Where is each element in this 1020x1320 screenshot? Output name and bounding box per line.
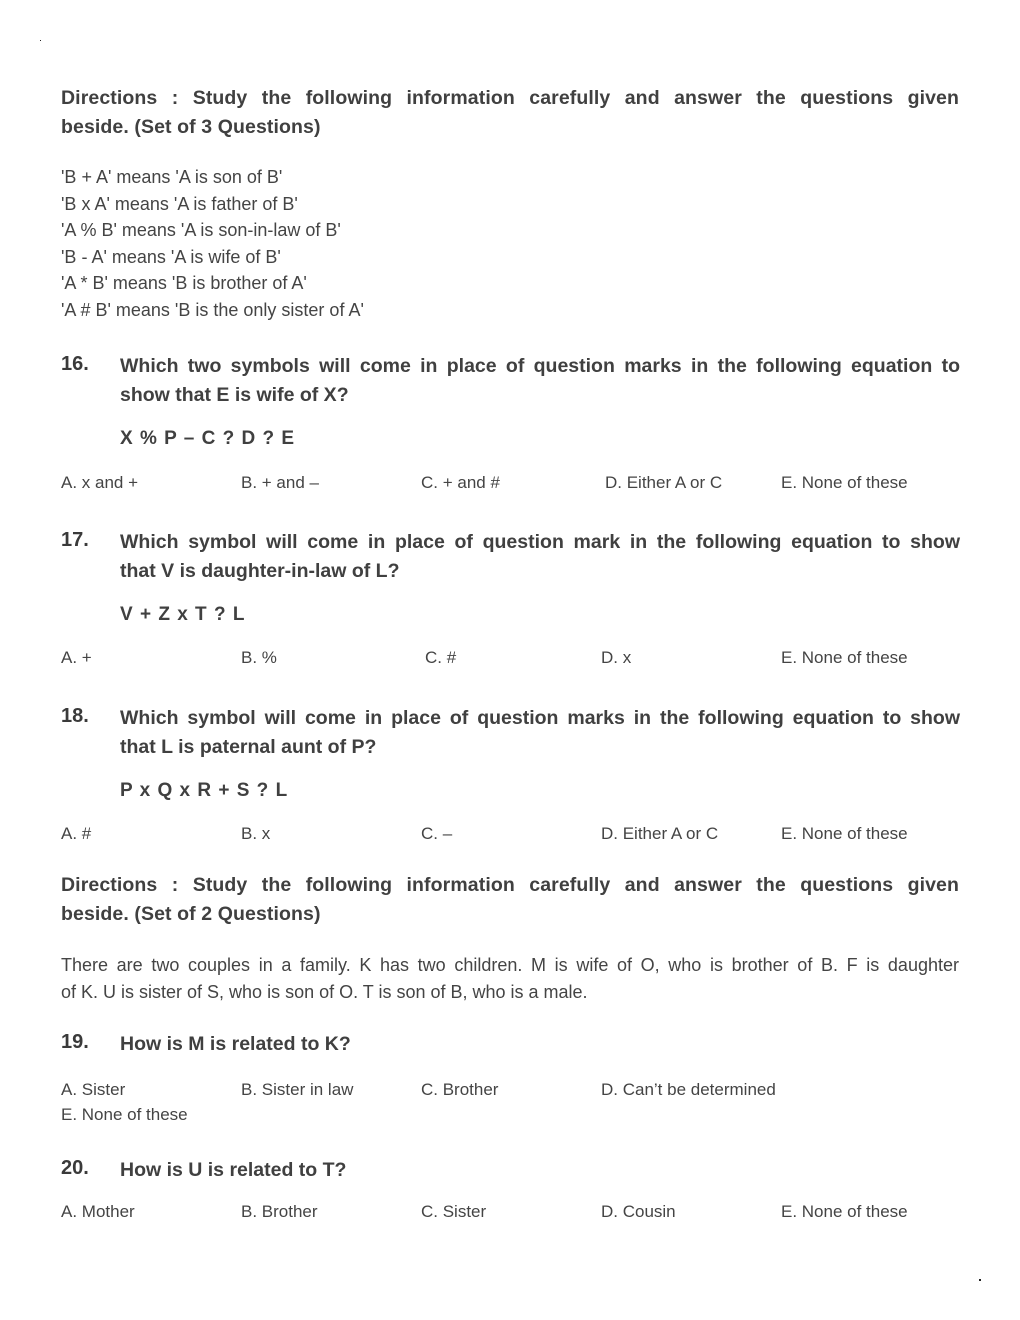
question-equation: P x Q x R + S ? L [120, 780, 289, 801]
option-b[interactable]: B. x [241, 824, 271, 843]
option-a[interactable]: A. Mother [61, 1202, 135, 1221]
option-d[interactable]: D. Can’t be determined [601, 1080, 776, 1099]
option-c[interactable]: C. Sister [421, 1202, 487, 1221]
question-number: 17. [61, 529, 89, 551]
option-e[interactable]: E. None of these [781, 648, 908, 667]
definition-item: 'B - A' means 'A is wife of B' [61, 246, 281, 267]
option-d[interactable]: D. x [601, 648, 632, 667]
question-text: Which symbol will come in place of question mark in the following equation to show that V is daughter-in-law of L? [120, 531, 960, 582]
option-b[interactable]: B. Sister in law [241, 1080, 354, 1099]
option-d[interactable]: D. Cousin [601, 1202, 676, 1221]
option-b[interactable]: B. % [241, 648, 277, 667]
question-equation: X % P – C ? D ? E [120, 428, 296, 449]
definition-item: 'B + A' means 'A is son of B' [61, 167, 283, 187]
option-c[interactable]: C. Brother [421, 1080, 499, 1099]
question-number: 20. [61, 1157, 89, 1179]
option-a[interactable]: A. + [61, 648, 92, 667]
option-e[interactable]: E. None of these [781, 1202, 908, 1221]
directions-line-2: beside. (Set of 2 Questions) [61, 903, 321, 925]
scan-dot-top-left [40, 40, 41, 41]
family-info-paragraph: There are two couples in a family. K has two children. M is wife of O, who is brother of B. F is daughter of K. U is sister of S, who is son of O. T is son of B, who is a male. [61, 955, 959, 1002]
directions-line-1: Directions : Study the following information carefully and answer the questions given [61, 87, 959, 109]
option-d[interactable]: D. Either A or C [601, 824, 719, 843]
question-equation: V + Z x T ? L [120, 604, 246, 625]
directions-line-2: beside. (Set of 3 Questions) [61, 116, 321, 138]
option-a[interactable]: A. x and + [61, 473, 139, 492]
option-e[interactable]: E. None of these [781, 824, 908, 843]
directions-set-1 [61, 84, 959, 142]
option-c[interactable]: C. + and # [421, 473, 500, 492]
definition-item: 'A * B' means 'B is brother of A' [61, 273, 307, 293]
option-b[interactable]: B. Brother [241, 1202, 318, 1221]
symbol-definitions [61, 164, 364, 323]
question-text: Which symbol will come in place of question marks in the following equation to show that L is paternal aunt of P? [120, 707, 960, 758]
option-a[interactable]: A. Sister [61, 1080, 126, 1099]
question-text: Which two symbols will come in place of question marks in the following equation to show that E is wife of X? [120, 355, 960, 406]
definition-item: 'A # B' means 'B is the only sister of A' [61, 299, 364, 320]
option-c[interactable]: C. # [425, 648, 457, 667]
question-text: How is M is related to K? [120, 1033, 351, 1055]
question-text: How is U is related to T? [120, 1159, 347, 1181]
question-number: 18. [61, 705, 89, 727]
option-a[interactable]: A. # [61, 824, 92, 843]
directions-line-1: Directions : Study the following information carefully and answer the questions given [61, 874, 959, 896]
directions-set-2 [61, 871, 959, 929]
option-d[interactable]: D. Either A or C [605, 473, 723, 492]
scan-dot-bottom-right [979, 1279, 981, 1281]
option-e[interactable]: E. None of these [61, 1105, 188, 1124]
option-b[interactable]: B. + and – [241, 473, 319, 492]
option-e[interactable]: E. None of these [781, 473, 908, 492]
option-c[interactable]: C. – [421, 824, 453, 843]
definition-item: 'A % B' means 'A is son-in-law of B' [61, 220, 341, 240]
definition-item: 'B x A' means 'A is father of B' [61, 193, 298, 214]
question-number: 16. [61, 353, 89, 375]
question-number: 19. [61, 1031, 89, 1053]
